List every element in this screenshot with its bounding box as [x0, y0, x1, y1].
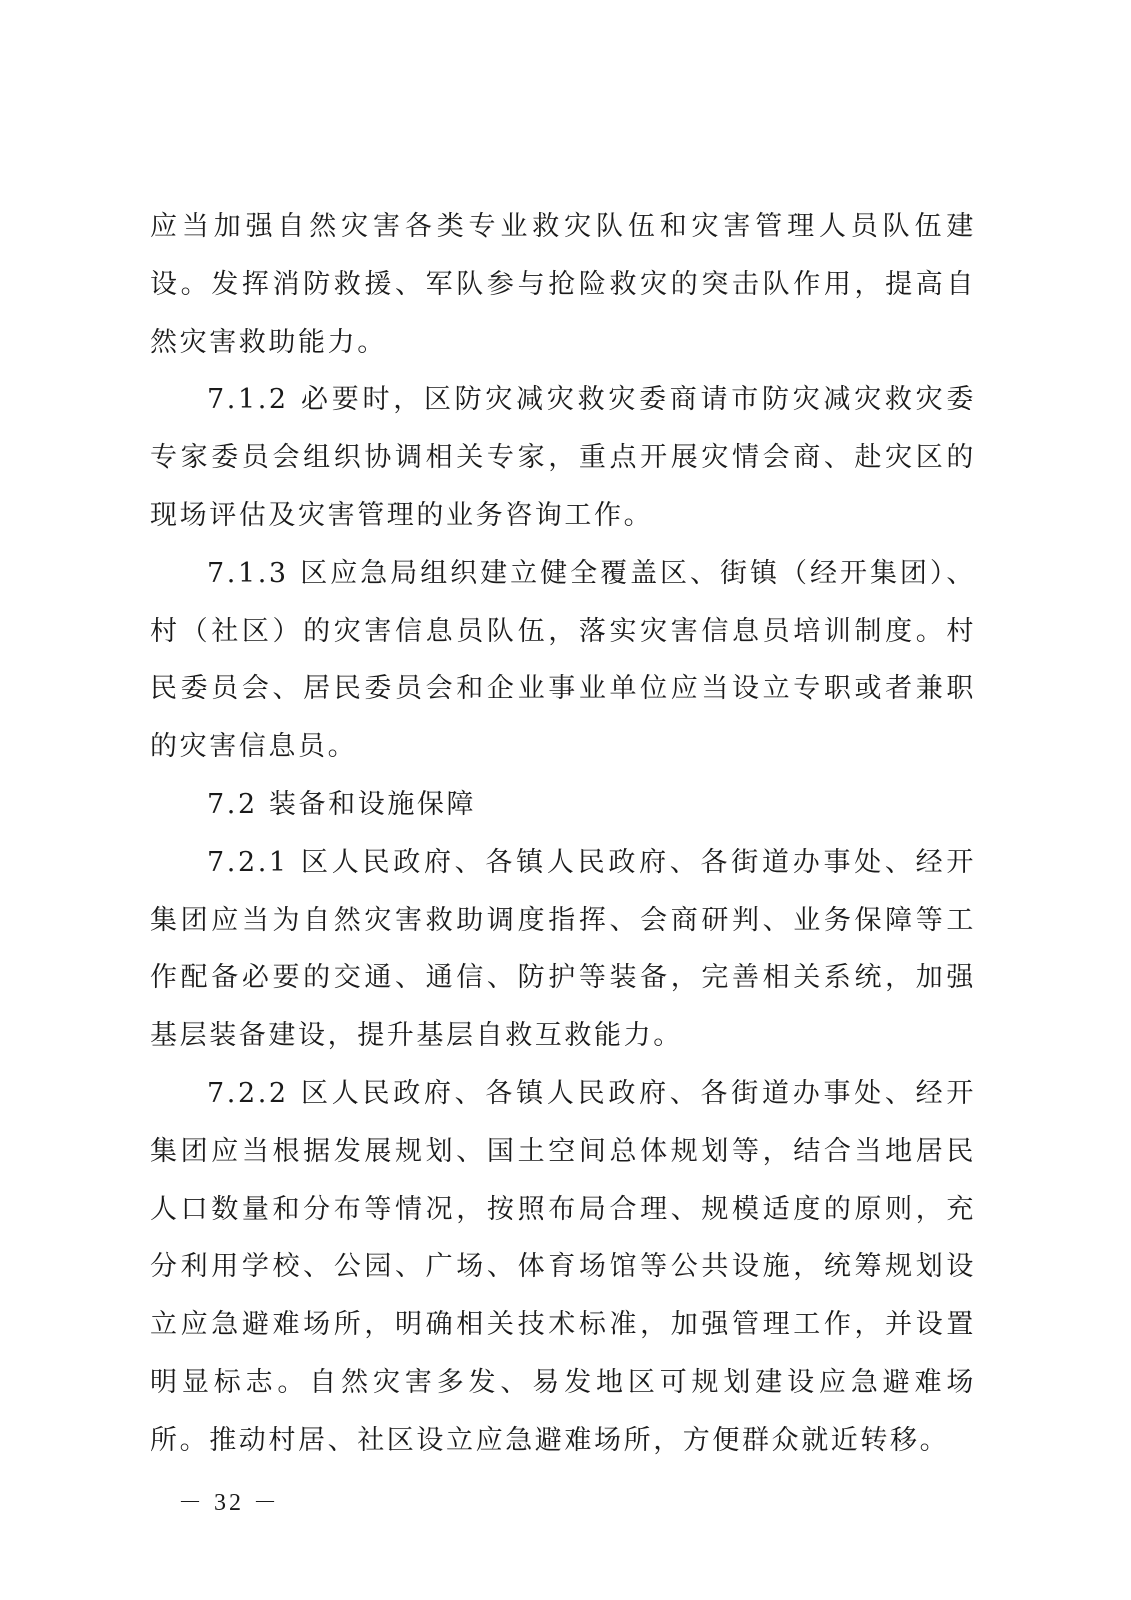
document-body	[150, 198, 976, 1470]
paragraph-7-1-3: 7.1.3 区应急局组织建立健全覆盖区、街镇（经开集团）、村（社区）的灾害信息员队伍，落实灾害信息员培训制度。村民委员会、居民委员会和企业事业单位应当设立专职或者兼职的灾害信息员。	[150, 557, 976, 763]
paragraph-7-2-1: 7.2.1 区人民政府、各镇人民政府、各街道办事处、经开集团应当为自然灾害救助调度指挥、会商研判、业务保障等工作配备必要的交通、通信、防护等装备，完善相关系统，加强基层装备建设，提升基层自救互救能力。	[150, 846, 976, 1052]
paragraph-7-1-2: 7.1.2 必要时，区防灾减灾救灾委商请市防灾减灾救灾委专家委员会组织协调相关专家，重点开展灾情会商、赴灾区的现场评估及灾害管理的业务咨询工作。	[150, 384, 976, 531]
paragraph-7-2-2: 7.2.2 区人民政府、各镇人民政府、各街道办事处、经开集团应当根据发展规划、国土空间总体规划等，结合当地居民人口数量和分布等情况，按照布局合理、规模适度的原则，充分利用学校、公园、广场、体育场馆等公共设施，统筹规划设立应急避难场所，明确相关技术标准，加强管理工作，并设置明显标志。自然灾害多发、易发地区可规划建设应急避难场所。推动村居、社区设立应急避难场所，方便群众就近转移。	[150, 1077, 976, 1456]
paragraph-rescue-teams: 应当加强自然灾害各类专业救灾队伍和灾害管理人员队伍建设。发挥消防救援、军队参与抢险救灾的突击队作用，提高自然灾害救助能力。	[150, 211, 976, 358]
page-number: － 32 －	[178, 1490, 280, 1516]
section-heading-7-2: 7.2 装备和设施保障	[207, 788, 477, 820]
